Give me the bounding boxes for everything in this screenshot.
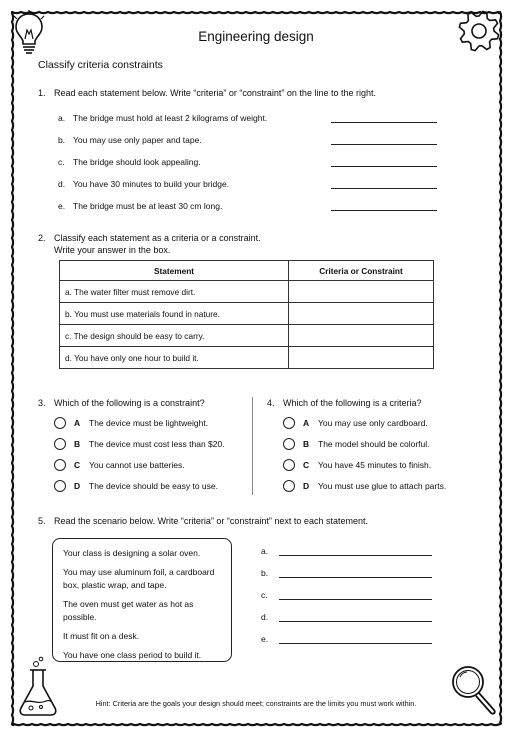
radio-circle[interactable]	[54, 459, 66, 471]
item-text: You may use only paper and tape.	[73, 135, 202, 145]
option-text: The device must be lightweight.	[89, 418, 209, 428]
radio-circle[interactable]	[54, 417, 66, 429]
answer-letter: a.	[261, 546, 269, 556]
column-header-answer: Criteria or Constraint	[289, 261, 434, 281]
statement-cell: b. You must use materials found in nature.	[60, 303, 289, 325]
option-letter: C	[303, 460, 310, 470]
answer-cell[interactable]	[289, 347, 434, 369]
item-text: You have 30 minutes to build your bridge.	[73, 179, 230, 189]
answer-letter: e.	[261, 634, 269, 644]
question-prompt: Which of the following is a criteria?	[283, 398, 422, 408]
question-number: 4.	[267, 398, 275, 408]
page-title: Engineering design	[198, 29, 314, 44]
answer-cell[interactable]	[289, 303, 434, 325]
answer-line[interactable]	[331, 144, 437, 145]
option-letter: A	[74, 418, 81, 428]
scenario-box	[52, 538, 232, 662]
statement-cell: d. You have only one hour to build it.	[60, 347, 289, 369]
option-text: You may use only cardboard.	[318, 418, 428, 428]
list-item	[58, 157, 201, 167]
answer-line[interactable]	[331, 188, 437, 189]
option-text: The device must cost less than $20.	[89, 439, 225, 449]
option-letter: C	[74, 460, 81, 470]
answer-cell[interactable]	[289, 281, 434, 303]
answer-letter: d.	[261, 612, 269, 622]
question-2	[38, 233, 261, 243]
magnifier-icon	[448, 662, 500, 718]
scenario-line: It must fit on a desk.	[63, 631, 140, 641]
option-letter: B	[303, 439, 310, 449]
item-letter: b.	[58, 135, 66, 145]
option-text: The model should be colorful.	[318, 439, 430, 449]
answer-letter: c.	[261, 590, 268, 600]
answer-line[interactable]	[279, 577, 432, 578]
answer-line[interactable]	[279, 621, 432, 622]
question-prompt: Read the scenario below. Write “criteria” or “constraint” next to each statement.	[54, 516, 368, 526]
option-a[interactable]	[283, 417, 428, 429]
item-letter: e.	[58, 201, 66, 211]
table-row	[60, 281, 434, 303]
answer-line[interactable]	[279, 599, 432, 600]
flask-icon	[16, 656, 60, 718]
statement-cell: c. The design should be easy to carry.	[60, 325, 289, 347]
scenario-line: You have one class period to build it.	[63, 650, 202, 660]
option-text: You must use glue to attach parts.	[318, 481, 447, 491]
list-item	[58, 113, 267, 123]
answer-line[interactable]	[331, 166, 437, 167]
question-4	[267, 398, 422, 408]
item-text: The bridge must hold at least 2 kilograms of weight.	[73, 113, 268, 123]
column-divider	[252, 397, 253, 495]
option-a[interactable]	[54, 417, 208, 429]
table-row	[60, 325, 434, 347]
option-text: You cannot use batteries.	[89, 460, 185, 470]
question-number: 1.	[38, 88, 46, 98]
answer-line[interactable]	[279, 643, 432, 644]
item-text: The bridge should look appealing.	[73, 157, 201, 167]
radio-circle[interactable]	[54, 438, 66, 450]
column-header-statement: Statement	[60, 261, 289, 281]
question-2-line2: Write your answer in the box.	[54, 245, 171, 255]
question-3	[38, 398, 205, 408]
question-prompt: Which of the following is a constraint?	[54, 398, 205, 408]
option-d[interactable]	[54, 480, 218, 492]
option-letter: D	[303, 481, 310, 491]
option-letter: A	[303, 418, 310, 428]
answer-line[interactable]	[331, 210, 437, 211]
answer-line[interactable]	[279, 555, 432, 556]
statement-cell: a. The water filter must remove dirt.	[60, 281, 289, 303]
answer-cell[interactable]	[289, 325, 434, 347]
radio-circle[interactable]	[283, 417, 295, 429]
scenario-line: Your class is designing a solar oven.	[63, 548, 201, 558]
option-d[interactable]	[283, 480, 446, 492]
list-item	[58, 201, 222, 211]
option-letter: B	[74, 439, 81, 449]
radio-circle[interactable]	[283, 459, 295, 471]
table-row	[60, 303, 434, 325]
question-1	[38, 88, 376, 98]
table-row	[60, 347, 434, 369]
hint-text: Hint: Criteria are the goals your design should meet; constraints are the limits you must work within.	[95, 699, 417, 708]
answer-line[interactable]	[331, 122, 437, 123]
option-c[interactable]	[54, 459, 185, 471]
scenario-line: You may use aluminum foil, a cardboard box, plastic wrap, and tape.	[63, 567, 215, 590]
table-header-row	[60, 261, 434, 281]
item-text: The bridge must be at least 30 cm long.	[73, 201, 223, 211]
item-letter: a.	[58, 113, 66, 123]
section-title: Classify criteria constraints	[38, 59, 163, 71]
item-letter: d.	[58, 179, 66, 189]
radio-circle[interactable]	[54, 480, 66, 492]
item-letter: c.	[58, 157, 65, 167]
classification-table	[59, 260, 434, 369]
question-prompt: Classify each statement as a criteria or a constraint.	[54, 233, 261, 243]
answer-letter: b.	[261, 568, 269, 578]
option-text: You have 45 minutes to finish.	[318, 460, 432, 470]
question-5	[38, 516, 368, 526]
question-number: 2.	[38, 233, 46, 243]
question-number: 3.	[38, 398, 46, 408]
option-b[interactable]	[54, 438, 225, 450]
question-prompt: Read each statement below. Write “criteria” or “constraint” on the line to the right.	[54, 88, 376, 98]
option-b[interactable]	[283, 438, 430, 450]
radio-circle[interactable]	[283, 438, 295, 450]
list-item	[58, 179, 229, 189]
option-text: The device should be easy to use.	[89, 481, 218, 491]
list-item	[58, 135, 202, 145]
question-number: 5.	[38, 516, 46, 526]
scenario-line: The oven must get water as hot as possible.	[63, 599, 194, 622]
option-letter: D	[74, 481, 81, 491]
radio-circle[interactable]	[283, 480, 295, 492]
option-c[interactable]	[283, 459, 431, 471]
